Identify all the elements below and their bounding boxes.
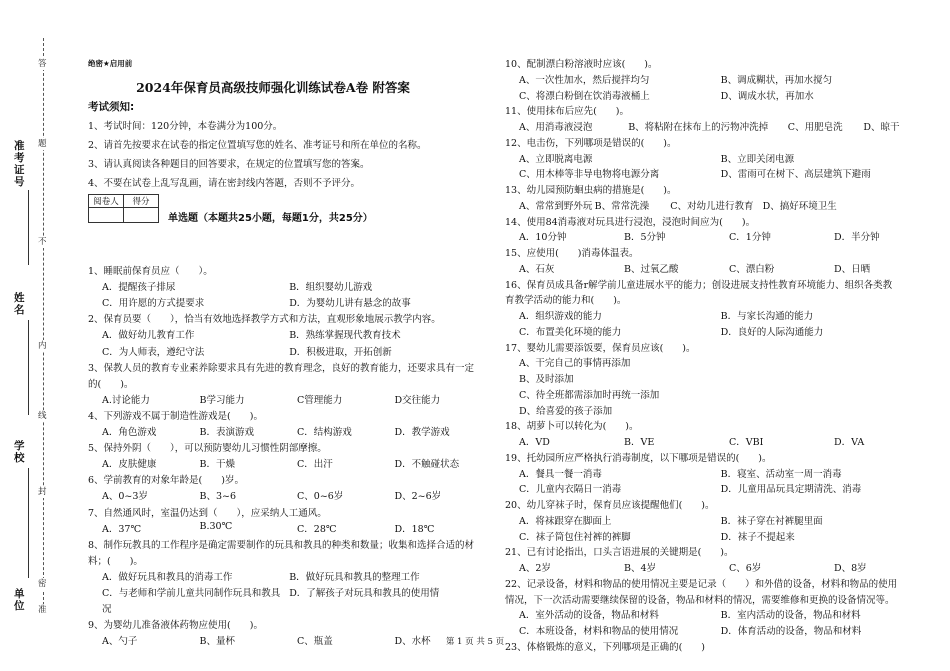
seal-line — [43, 38, 44, 610]
answer-option[interactable]: B、量杯 — [199, 636, 235, 648]
answer-option[interactable]: A、立即脱离电源 — [519, 153, 593, 165]
answer-option[interactable]: C．袜子筒包住衬裤的裤脚 — [519, 531, 631, 543]
answer-option[interactable]: A．10分钟 — [519, 232, 567, 244]
notice-item: 2、请首先按要求在试卷的指定位置填写您的姓名、准考证号和所在单位的名称。 — [88, 140, 427, 151]
answer-option[interactable]: C．本班设备，材料和物品的使用情况 — [519, 626, 679, 637]
answer-option[interactable]: D．教学游戏 — [394, 427, 450, 438]
seal-mark: 线 — [38, 411, 47, 421]
answer-option[interactable]: B．组织婴幼儿游戏 — [289, 282, 373, 294]
answer-option[interactable]: C、将漂白粉倒在饮消毒液桶上 — [519, 90, 650, 102]
score-header: 得分 — [124, 195, 159, 208]
answer-option[interactable]: C、用肥皂洗 — [787, 122, 843, 133]
answer-option[interactable]: B．寝室、活动室一周一消毒 — [720, 468, 842, 480]
answer-option[interactable]: C．结构游戏 — [297, 427, 352, 438]
answer-option[interactable]: D、雷雨可在树下、高层建筑下避雨 — [720, 169, 871, 181]
answer-option[interactable]: A．做好幼儿教育工作 — [102, 330, 195, 342]
name-blank[interactable] — [28, 320, 29, 415]
answer-option[interactable]: D．VA — [834, 437, 865, 448]
answer-option[interactable]: A、0~3岁 — [102, 491, 148, 503]
question-stem: 5、保持外阴（ ），可以预防婴幼儿习惯性阴部摩擦。 — [88, 443, 327, 455]
seal-mark: 准 — [38, 605, 47, 615]
answer-option[interactable]: C．出汗 — [297, 459, 333, 471]
answer-option[interactable]: A．餐具一餐一消毒 — [519, 468, 602, 480]
notice-item: 4、不要在试卷上乱写乱画，请在密封线内答题，否则不予评分。 — [88, 178, 361, 189]
answer-option[interactable]: A、常常到野外玩 — [519, 200, 593, 212]
answer-option[interactable]: D交往能力 — [394, 394, 441, 406]
answer-option[interactable]: C管理能力 — [297, 394, 343, 406]
seal-mark: 封 — [38, 487, 47, 497]
seal-mark: 不 — [38, 237, 47, 247]
answer-option[interactable]: A、干完自己的事情再添加 — [519, 358, 631, 370]
answer-option[interactable]: C．28℃ — [297, 523, 337, 535]
score-box — [88, 194, 159, 223]
answer-option[interactable]: B．VE — [624, 437, 655, 448]
answer-option[interactable]: D．良好的人际沟通能力 — [720, 326, 824, 338]
answer-option[interactable]: C．用许愿的方式提要求 — [102, 298, 205, 310]
answer-option[interactable]: C．与老师和学前儿童共同制作玩具和教具 — [102, 588, 281, 599]
answer-option[interactable]: B．袜子穿在衬裤腿里面 — [720, 515, 823, 527]
question-stem: 育教学活动的能力和( )。 — [505, 295, 627, 307]
answer-option[interactable]: D．积极进取，开拓创新 — [289, 346, 392, 358]
answer-option[interactable]: C．儿童内衣隔日一消毒 — [519, 484, 622, 496]
candidate-number-label: 准考证号 — [14, 140, 25, 188]
answer-option[interactable]: D、水杯 — [394, 636, 431, 648]
answer-option[interactable]: B.30℃ — [199, 520, 233, 532]
reviewer-cell[interactable] — [89, 208, 124, 223]
question-stem: 18、胡萝卜可以转化为( )。 — [505, 421, 639, 433]
answer-option[interactable]: D、给喜爱的孩子添加 — [519, 405, 613, 417]
answer-option[interactable]: C．1分钟 — [729, 232, 771, 244]
answer-option[interactable]: B．与家长沟通的能力 — [720, 311, 814, 322]
score-cell[interactable] — [124, 208, 159, 223]
question-stem: 12、电击伤，下列哪项是错误的( )。 — [505, 137, 677, 149]
answer-option[interactable]: C、对幼儿进行教育 — [670, 200, 754, 212]
answer-option[interactable]: C．布置美化环境的能力 — [519, 326, 622, 338]
answer-option[interactable]: D、8岁 — [834, 563, 867, 574]
answer-option[interactable]: D、晾干 — [863, 122, 900, 133]
answer-option[interactable]: B、立即关闭电源 — [720, 153, 795, 165]
school-label: 学校 — [14, 440, 25, 464]
answer-option[interactable]: D．不触碰状态 — [394, 459, 460, 471]
answer-option[interactable]: 况 — [102, 604, 112, 616]
answer-option[interactable]: B、过氧乙酸 — [624, 263, 679, 275]
answer-option[interactable]: A、一次性加水，然后搅拌均匀 — [519, 74, 650, 86]
answer-option[interactable]: C．VBI — [729, 437, 764, 448]
question-stem: 11、使用抹布后应先( )。 — [505, 106, 630, 118]
answer-option[interactable]: D、调成水状，再加水 — [720, 90, 814, 102]
notice-heading: 考试须知: — [88, 101, 135, 113]
question-stem: 14、使用84消毒液对玩具进行浸泡，浸泡时间应为( )。 — [505, 216, 756, 228]
answer-option[interactable]: A．将袜跟穿在脚面上 — [519, 515, 612, 527]
question-stem: 1、睡眠前保育员应（ ）。 — [88, 266, 213, 277]
answer-option[interactable]: C、瓶盖 — [297, 636, 333, 648]
answer-option[interactable]: D．儿童用品玩具定期清洗、消毒 — [720, 484, 862, 496]
answer-option[interactable]: A．VD — [519, 437, 550, 448]
answer-option[interactable]: D．体育活动的设备，物品和材料 — [720, 626, 862, 637]
answer-option[interactable]: C、用木棒等非导电物将电源分离 — [519, 169, 660, 181]
question-stem: 8、制作玩教具的工作程序是确定需要制作的玩具和教具的种类和数量；收集和选择合适的材 — [88, 539, 475, 551]
name-label: 姓名 — [14, 292, 25, 316]
candidate-number-blank[interactable] — [28, 190, 29, 265]
question-stem: 料；( )。 — [88, 555, 143, 567]
answer-option[interactable]: D．袜子不提起来 — [720, 531, 795, 543]
question-stem: 23、体格锻炼的意义，下列哪项是正确的( ) — [505, 641, 706, 653]
answer-option[interactable]: B．表演游戏 — [199, 427, 254, 438]
answer-option[interactable]: D、2~6岁 — [394, 491, 442, 503]
answer-option[interactable]: C．为人师表，遵纪守法 — [102, 346, 205, 358]
answer-option[interactable]: A．室外活动的设备，物品和材料 — [519, 610, 659, 622]
seal-mark: 题 — [38, 139, 47, 149]
answer-option[interactable]: B、调成糊状，再加水搅匀 — [720, 74, 833, 86]
answer-option[interactable]: A、用消毒液浸泡 — [519, 122, 593, 133]
notice-item: 1、考试时间：120分钟，本卷满分为100分。 — [88, 121, 283, 132]
answer-option[interactable]: A、2岁 — [519, 563, 551, 574]
answer-option[interactable]: B、将粘附在抹布上的污物冲洗掉 — [628, 122, 769, 133]
answer-option[interactable]: D．18℃ — [394, 523, 435, 535]
question-stem: 19、托幼园所应严格执行消毒制度，以下哪项是错误的( )。 — [505, 452, 772, 464]
answer-option[interactable]: A、勺子 — [102, 636, 138, 648]
answer-option[interactable]: C、6岁 — [729, 563, 762, 574]
section-heading: 单选题（本题共25小题，每题1分，共25分） — [168, 213, 373, 224]
answer-option[interactable]: B、及时添加 — [519, 374, 574, 385]
secret-mark: 绝密★启用前 — [88, 59, 133, 68]
page-footer: 第 1 页 共 5 页 — [445, 637, 505, 647]
answer-option[interactable]: B学习能力 — [199, 394, 245, 406]
question-stem: 15、应使用( )消毒体温表。 — [505, 248, 639, 259]
seal-mark: 内 — [38, 341, 47, 351]
answer-option[interactable]: B．室内活动的设备，物品和材料 — [720, 610, 861, 622]
answer-option[interactable]: B、3~6 — [199, 491, 237, 503]
answer-option[interactable]: D、搞好环境卫生 — [762, 200, 837, 212]
question-stem: 13、幼儿园预防蛔虫病的措施是( )。 — [505, 185, 677, 196]
answer-option[interactable]: C、0~6岁 — [297, 491, 344, 503]
page-title: 2024年保育员高级技师强化训练试卷A卷 附答案 — [136, 80, 410, 95]
question-stem: 6、学前教育的对象年龄是( )岁。 — [88, 475, 244, 487]
answer-option[interactable]: D．了解孩子对玩具和教具的使用情 — [289, 588, 440, 599]
answer-option[interactable]: B．熟练掌握现代教育技术 — [289, 330, 401, 342]
question-stem: 17、婴幼儿需要添饭要，保育员应该( )。 — [505, 342, 696, 354]
question-stem: 4、下列游戏不属于制造性游戏是( )。 — [88, 410, 263, 422]
answer-option[interactable]: B．5分钟 — [624, 232, 666, 244]
question-stem: 10、配制漂白粉溶液时应该( )。 — [505, 59, 658, 70]
notice-item: 3、请认真阅读各种题目的回答要求，在规定的位置填写您的答案。 — [88, 159, 370, 170]
unit-label: 单位 — [14, 588, 25, 612]
answer-option[interactable]: D、日晒 — [834, 263, 871, 275]
question-stem: 2、保育员要（ ），恰当有效地选择教学方式和方法，直观形象地展示教学内容。 — [88, 314, 441, 326]
answer-option[interactable]: A．角色游戏 — [102, 427, 157, 438]
question-stem: 7、自然通风时，室温仍达到（ ），应采纳人工通风。 — [88, 507, 327, 519]
answer-option[interactable]: C、漂白粉 — [729, 263, 775, 275]
answer-option[interactable]: A．提醒孩子排尿 — [102, 282, 176, 294]
question-stem: 22、记录设备，材料和物品的使用情况主要是记录（ ）和外借的设备，材料和物品的使用 — [505, 578, 898, 590]
answer-option[interactable]: B．做好玩具和教具的整理工作 — [289, 571, 420, 583]
answer-option[interactable]: D．为婴幼儿讲有悬念的故事 — [289, 298, 411, 310]
question-stem: 20、幼儿穿袜子时，保育员应该提醒他们( )。 — [505, 500, 715, 511]
answer-option[interactable]: A．做好玩具和教具的消毒工作 — [102, 571, 233, 583]
answer-option[interactable]: A.讨论能力 — [102, 394, 150, 406]
question-stem: 的( )。 — [88, 378, 134, 390]
seal-mark: 答 — [38, 59, 47, 69]
question-stem: 3、保教人员的教育专业素养除要求具有先进的教育理念，良好的教育能力，还要求具有一定 — [88, 362, 475, 374]
question-stem: 21、已有讨论指出，口头言语进展的关键期是( )。 — [505, 547, 734, 559]
answer-option[interactable]: A．组织游戏的能力 — [519, 311, 602, 322]
answer-option[interactable]: A．37℃ — [102, 523, 142, 535]
question-stem: 情况，下一次活动需要继续保留的设备，物品和材料的情况，需要维修和更换的设备情况等。 — [505, 594, 895, 606]
reviewer-header: 阅卷人 — [89, 195, 124, 208]
answer-option[interactable]: D．半分钟 — [834, 232, 880, 244]
answer-option[interactable]: A．皮肤健康 — [102, 459, 157, 471]
answer-option[interactable]: B．干燥 — [199, 459, 235, 471]
answer-option[interactable]: A、石灰 — [519, 263, 555, 275]
question-stem: 9、为婴幼儿准备液体药物应使用( )。 — [88, 620, 263, 632]
answer-option[interactable]: C、待全班都需添加时再统一添加 — [519, 389, 660, 401]
seal-mark: 密 — [38, 579, 47, 589]
question-stem: 16、保育员成具备r解学前儿童进展水平的能力；创设进展支持性教育环境能力、组织各类教 — [505, 279, 893, 291]
answer-option[interactable]: B、4岁 — [624, 563, 657, 574]
school-blank[interactable] — [28, 468, 29, 578]
answer-option[interactable]: B、常常洗澡 — [594, 200, 650, 212]
